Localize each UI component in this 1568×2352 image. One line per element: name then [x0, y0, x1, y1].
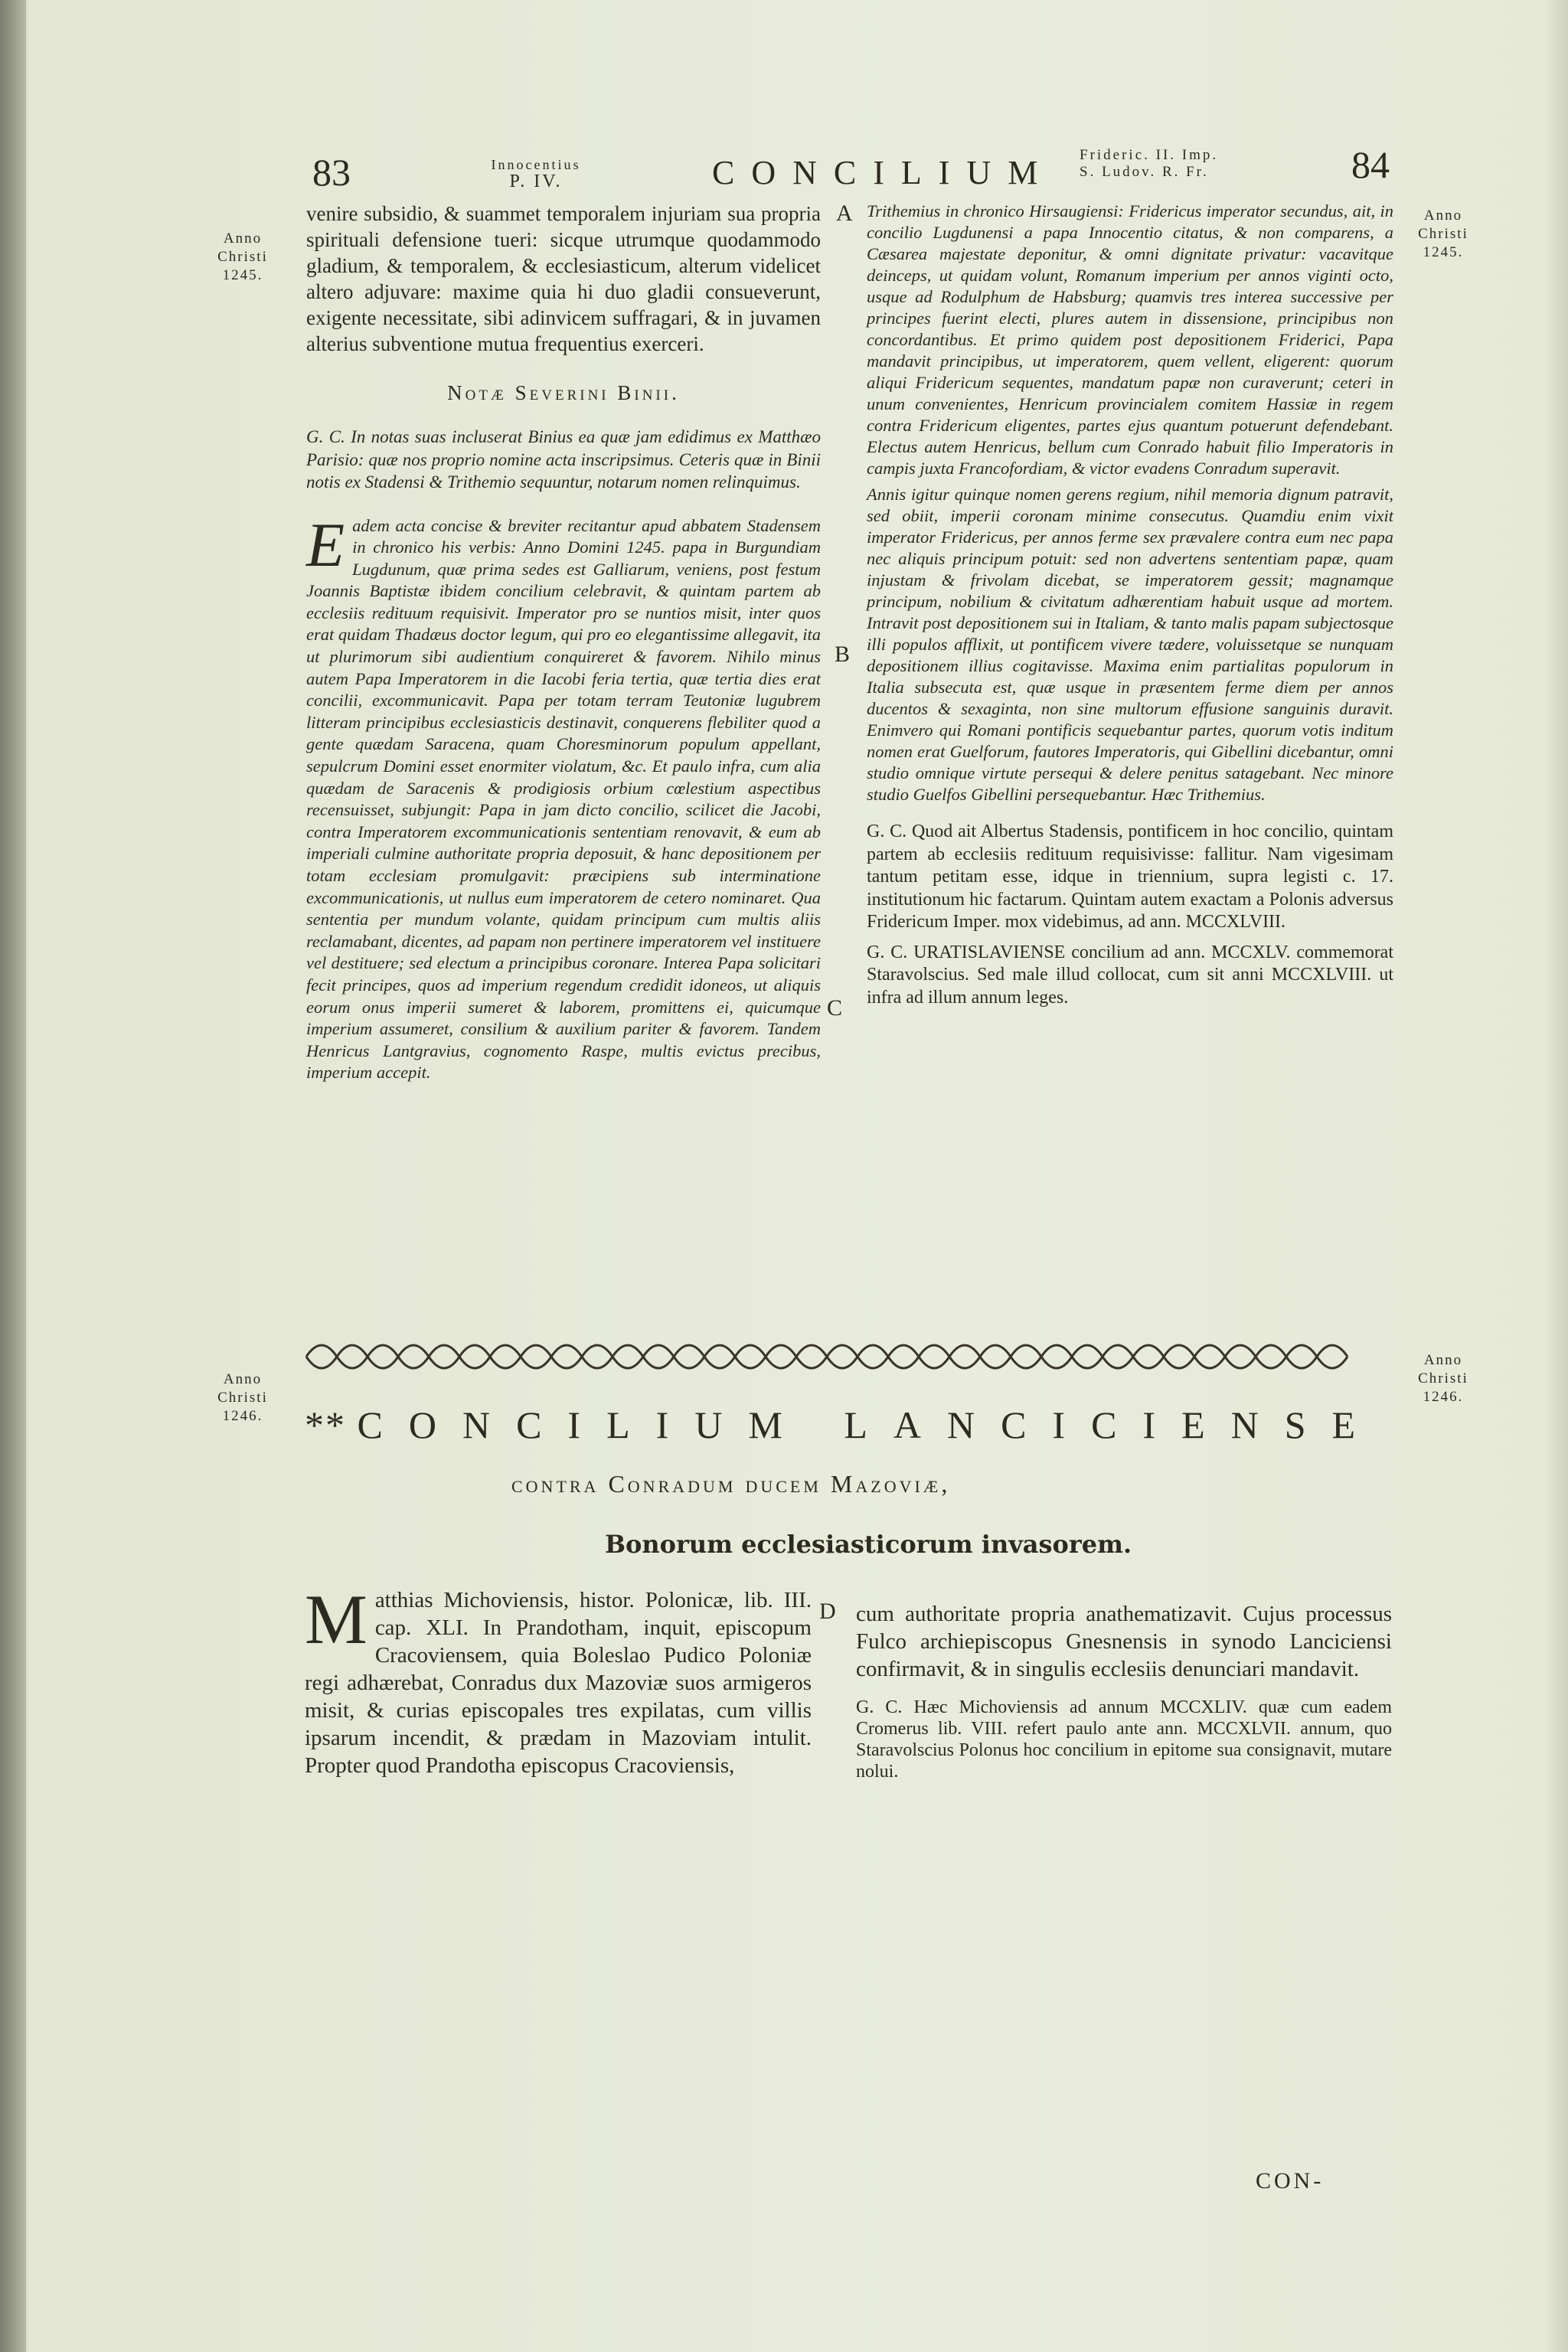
page-number-right: 84	[1351, 143, 1390, 186]
bottom-right-column	[856, 1600, 1392, 1790]
dropcap-e: E	[306, 509, 345, 580]
section-title	[305, 1403, 1381, 1447]
running-head-left-line2: P. IV.	[509, 172, 563, 191]
running-head-center: CONCILIUM	[712, 154, 1055, 191]
margin-anno: Anno	[1423, 207, 1463, 224]
margin-year-left-top	[208, 230, 277, 285]
margin-year: 1246.	[222, 1408, 263, 1424]
margin-anno: Anno	[223, 1371, 263, 1387]
margin-year-right-top	[1405, 207, 1481, 262]
left-column	[306, 201, 821, 1092]
margin-letter-d: D	[819, 1599, 836, 1624]
title-text: CONCILIUM LANCICIENSE	[357, 1403, 1382, 1446]
decorative-ornament-band	[299, 1332, 1370, 1381]
margin-year: 1246.	[1423, 1389, 1464, 1405]
gc-albertus-note: G. C. Quod ait Albertus Stadensis, pontificem in hoc concilio, quintam partem ab ecclesiis redituum requisivisse: fallitur. Nam vigesimam tantum petitam esse, idque in triennium, supra legisti c. 17. institutionum hic factarum. Quintam autem exactam a Polonis adversus Fridericum Imper. mox videbimus, ad ann. MCCXLVIII.	[867, 822, 1393, 932]
michoviensis-passage	[305, 1580, 812, 1779]
margin-christi: Christi	[217, 249, 268, 265]
section-subtitle: contra Conradum ducem Mazoviæ,	[511, 1470, 951, 1498]
annis-passage: Annis igitur quinque nomen gerens regium, nihil memoria dignum patravit, sed obiit, imperii coronam minime consecutus. Quamdiu enim vixit imperator Fridericus, per annos ferme sex prævalere contra eum nec papa nec aliquis principum potuit: sed non advertens sententiam papæ, quam injustam & frivolam dicebat, se imperatorem gessit; magnamque principum, nobilium & civitatum adhærentiam habuit usque ad mortem. Intravit post depositionem sui in Italiam, & tanto malis papam subjectosque illi populos afflixit, ut pontificem vivere tædere, voluissetque se nunquam depositionem illius cogitavisse. Maxima enim partialitas populorum in Italia subsecuta est, quæ usque in præsentem ferme diem per annos ducentos & sexaginta, non sine multorum effusione sanguinis duravit. Enimvero qui Romani pontificis sequebantur partes, quorum votis inditum nomen erat Guelforum, fautores Imperatoris, qui Gibellini dicebantur, omni studio omnique virtute persequi & delere penitus satagebant. Nec minore studio Guelfos Gibellini persequebantur. Hæc Trithemius.	[867, 485, 1393, 804]
book-spine-shadow	[0, 0, 26, 2352]
running-head-right-line2: S. Ludov. R. Fr.	[1080, 164, 1209, 180]
title-prefix: **	[305, 1403, 358, 1446]
margin-letter-c: C	[827, 995, 843, 1021]
notes-heading: Notæ Severini Binii.	[447, 381, 680, 404]
anathema-text: cum authoritate propria anathematizavit. Cujus processus Fulco archiepiscopus Gnesnensis in synodo Lanciciensi confirmavit, & in singulis ecclesiis denunciari mandavit.	[856, 1602, 1392, 1681]
dropcap-m: M	[305, 1580, 368, 1658]
running-head-left	[459, 156, 612, 190]
page-edge	[1547, 0, 1568, 2352]
stadensis-passage	[306, 509, 821, 1084]
trithemius-passage: Trithemius in chronico Hirsaugiensi: Fridericus imperator secundus, ait, in concilio Lugdunensi a papa Innocentio citatus, & non comparens, a Cæsarea majestate deponitur, & omni dignitate privatur: vacavitque deinceps, ut quidam volunt, Romanum imperium per annos viginti octo, usque ad Rodulphum de Habsburg; quamvis tres interea successive per principes fuerint electi, plures autem in dissensione, principibus non concordantibus. Et primo quidem post depositionem Friderici, Papa mandavit principibus, ut imperatorem, quem vellent, eligerent: quorum aliqui Fridericum sequentes, mandatum papæ non curaverunt; ceteri in unum convenientes, Henricum provincialem comitem Hassiæ in regem contra Fridericum eligentes, partes ejus quantum potuerunt defendebant. Electus autem Henricus, bellum cum Conrado habuit filio Imperatoris in campis juxta Francofordiam, & victor evadens Conradum superavit.	[867, 201, 1393, 478]
margin-christi: Christi	[217, 1390, 268, 1406]
section-subtitle-2: Bonorum ecclesiasticorum invasorem.	[605, 1530, 1132, 1559]
bottom-left-column	[305, 1580, 812, 1787]
margin-year-left-mid	[201, 1370, 285, 1426]
running-head-right	[1080, 147, 1233, 181]
margin-anno: Anno	[223, 230, 263, 247]
running-head-left-line1: Innocentius	[491, 157, 581, 172]
gc-michoviensis-note: G. C. Hæc Michoviensis ad annum MCCXLIV. quæ cum eadem Cromerus lib. VIII. refert paulo ante ann. MCCXLVII. annum, quo Staravolscius Polonus hoc concilium in epitome sua consignavit, mutare nolui.	[856, 1697, 1392, 1782]
left-intro-text: venire subsidio, & suammet temporalem injuriam sua propria spirituali defensione tueri: sicque utrumque quodammodo gladium, & temporalem, & ecclesiasticum, alterum videlicet altero adjuvare: maxime quia hi duo gladii consueverunt, exigente necessitate, sibi adinvicem suffragari, & in juvamen alterius subventione mutua frequentius exerceri.	[306, 202, 821, 355]
gc-uratislaviense-note: G. C. URATISLAVIENSE concilium ad ann. MCCXLV. commemorat Staravolscius. Sed male illud collocat, cum sit anni MCCXLVIII. ut infra ad illum annum leges.	[867, 942, 1393, 1008]
margin-year: 1245.	[1423, 244, 1464, 260]
michoviensis-text: atthias Michoviensis, histor. Polonicæ, lib. III. cap. XLI. In Prandotham, inquit, episcopum Cracoviensem, quia Boleslao Pudico Poloniæ regi adhærebat, Conradus dux Mazoviæ suos armigeros misit, & curias episcopales tres expilatas, cum villis ipsarum incendit, & prædam in Mazoviam intulit. Propter quod Prandotha episcopus Cracoviensis,	[305, 1588, 812, 1778]
gc-note: G. C. In notas suas incluserat Binius ea quæ jam edidimus ex Matthæo Parisio: quæ nos proprio nomine acta inscripsimus. Ceteris quæ in Binii notis ex Stadensi & Trithemio sequuntur, notarum nomen relinquimus.	[306, 427, 821, 492]
page-number-left: 83	[312, 151, 351, 194]
stadensis-text: adem acta concise & breviter recitantur apud abbatem Stadensem in chronico his verbis: Anno Domini 1245. papa in Burgundiam Lugdunum, quæ prima sedes est Galliarum, veniens, post festum Joannis Baptistæ ibidem concilium celebravit, & quintam partem ab ecclesiis redituum requisivit. Imperator pro se nuntios misit, inter quos erat quidam Thadæus doctor legum, qui pro eo elegantissime allegavit, ita ut plurimorum sibi audientium conquireret & favorem. Nihilo minus autem Papa Imperatorem in die Iacobi feria tertia, quæ tertia dies erat concilii, excommunicavit. Papa per totam terram Teutoniæ lugubrem litteram principibus ecclesiasticis destinavit, conquerens flebiliter quod a gente quædam Saracena, quam Choresminorum populum appellant, sepulcrum Domini esset enormiter violatum, &c. Et paulo infra, cum alia quædam de Saracenis & prodigiosis orbium cœlestium aspectibus recensuisset, subjungit: Papa in jam dicto concilio, scilicet die Jacobi, contra Imperatorem excommunicationis sententiam renovavit, & eum ab imperiali culmine authoritate propria deposuit, & hanc depositionem per totam ecclesiam promulgavit: præcipiens sub interminatione excommunicationis, ut nullus eum imperatorem de cetero nominaret. Qua sententia per mundum volante, quidam principum cum multis aliis reclamabant, dicentes, ad papam non pertinere imperatorem vel instituere vel destituere; sed electum a principibus coronare. Interea Papa solicitari fecit principes, quos ad imperium regendum credidit idoneos, ut aliquis eorum onus imperii sumeret & laborem, promittens ei, quicumque imperium assumeret, consilium & auxilium pariter & favorem. Tandem Henricus Lantgravius, cognomento Raspe, multis evictus precibus, imperium accepit.	[306, 515, 821, 1083]
right-column	[867, 201, 1393, 1017]
margin-christi: Christi	[1418, 1370, 1468, 1387]
running-head-right-line1: Frideric. II. Imp.	[1080, 147, 1219, 163]
margin-year: 1245.	[222, 267, 263, 283]
margin-year-right-mid	[1397, 1351, 1489, 1406]
margin-christi: Christi	[1418, 226, 1468, 242]
margin-anno: Anno	[1423, 1352, 1463, 1368]
margin-letter-b: B	[835, 642, 851, 667]
catchword: CON-	[1256, 2168, 1325, 2194]
margin-letter-a: A	[836, 201, 853, 226]
